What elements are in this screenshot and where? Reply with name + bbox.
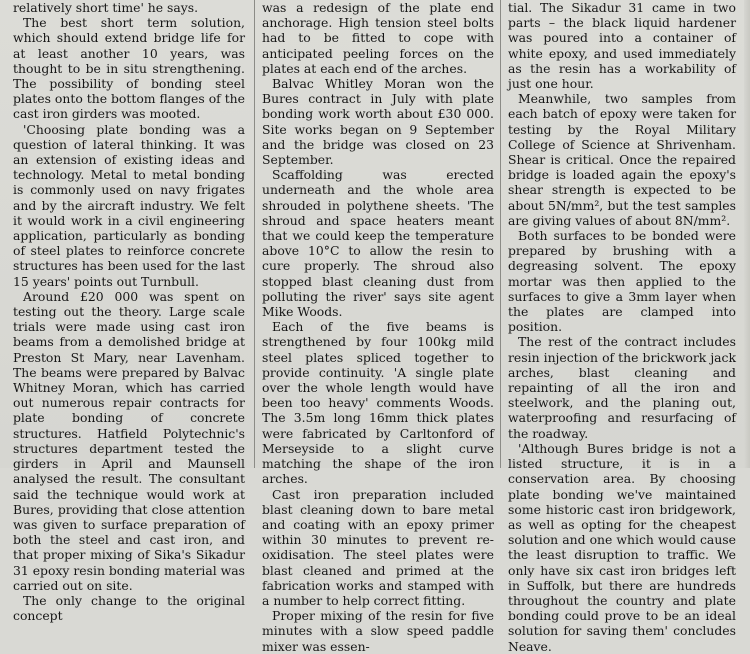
article-column-2: [262, 0, 494, 654]
article-paragraph: Both surfaces to be bonded were prepared by brushing with a degreasing solvent. The epoxy mortar was then applied to the surfaces to give a 3mm layer when the plates are clamped into position.: [508, 228, 736, 335]
column-divider: [500, 0, 501, 468]
article-paragraph: tial. The Sikadur 31 came in two parts – the black liquid hardener was poured into a container of white epoxy, and used immediately as the resin has a workability of just one hour.: [508, 0, 736, 92]
article-paragraph: The rest of the contract includes resin injection of the brickwork jack arches, blast cleaning and repainting of all the iron and steelwork, and the planing out, waterproofing and resurfacing of the roadway.: [508, 334, 736, 441]
article-paragraph: 'Choosing plate bonding was a question of lateral thinking. It was an extension of existing ideas and technology. Metal to metal bonding is commonly used on navy frigates and by the aircraft industry. We felt it would work in a civil engineering application, particularly as bonding of steel plates to reinforce concrete structures has been used for the last 15 years' points out Turnbull.: [13, 121, 245, 289]
article-column-3: [508, 0, 736, 654]
article-column-1: [13, 0, 245, 623]
article-paragraph: Meanwhile, two samples from each batch of epoxy were taken for testing by the Royal Military College of Science at Shrivenham. Shear is critical. Once the repaired bridge is loaded again the epoxy's shear strength is expected to be about 5N/mm², but the test samples are giving values of about 8N/mm².: [508, 91, 736, 228]
article-paragraph: Cast iron preparation included blast cleaning down to bare metal and coating with an epoxy primer within 30 minutes to prevent re-oxidisation. The steel plates were blast cleaned and primed at the fabrication works and stamped with a number to help correct fitting.: [262, 486, 494, 608]
article-paragraph: The best short term solution, which should extend bridge life for at least another 10 years, was thought to be in situ strengthening. The possibility of bonding steel plates onto the bottom flanges of the cast iron girders was mooted.: [13, 15, 245, 122]
article-paragraph: relatively short time' he says.: [13, 0, 199, 15]
article-paragraph: Each of the five beams is strengthened by four 100kg mild steel plates spliced together to provide continuity. 'A single plate over the whole length would have been too heavy' comments Woods. The 3.5m long 16mm thick plates were fabricated by Carltonford of Merseyside to a slight curve matching the shape of the iron arches.: [262, 319, 494, 487]
article-paragraph: Balvac Whitley Moran won the Bures contract in July with plate bonding work worth about £30 000. Site works began on 9 September and the bridge was closed on 23 September.: [262, 76, 494, 168]
page-edge-shadow: [744, 0, 750, 468]
article-paragraph: 'Although Bures bridge is not a listed structure, it is in a conservation area. By choosing plate bonding we've maintained some historic cast iron bridgework, as well as opting for the cheapest solution and one which would cause the least disruption to traffic. We only have six cast iron bridges left in Suffolk, but there are hundreds throughout the country and plate bonding could prove to be an ideal solution for saving them' concludes Neave.: [508, 440, 736, 654]
column-divider: [254, 0, 255, 468]
article-paragraph: The only change to the original concept: [13, 592, 245, 624]
article-paragraph: was a redesign of the plate end anchorage. High tension steel bolts had to be fitted to cope with anticipated peeling forces on the plates at each end of the arches.: [262, 0, 494, 76]
article-paragraph: Scaffolding was erected underneath and the whole area shrouded in polythene sheets. 'The shroud and space heaters meant that we could keep the temperature above 10°C to allow the resin to cure properly. The shroud also stopped blast cleaning dust from polluting the river' says site agent Mike Woods.: [262, 167, 494, 320]
article-paragraph: Proper mixing of the resin for five minutes with a slow speed paddle mixer was essen-: [262, 608, 494, 654]
article-paragraph: Around £20 000 was spent on testing out the theory. Large scale trials were made using cast iron beams from a demolished bridge at Preston St Mary, near Lavenham. The beams were prepared by Balvac Whitney Moran, which has carried out numerous repair contracts for plate bonding of concrete structures. Hatfield Polytechnic's structures department tested the girders in April and Maunsell analysed the result. The consultant said the technique would work at Bures, providing that close attention was given to surface preparation of both the steel and cast iron, and that proper mixing of Sika's Sikadur 31 epoxy resin bonding material was carried out on site.: [13, 288, 245, 593]
